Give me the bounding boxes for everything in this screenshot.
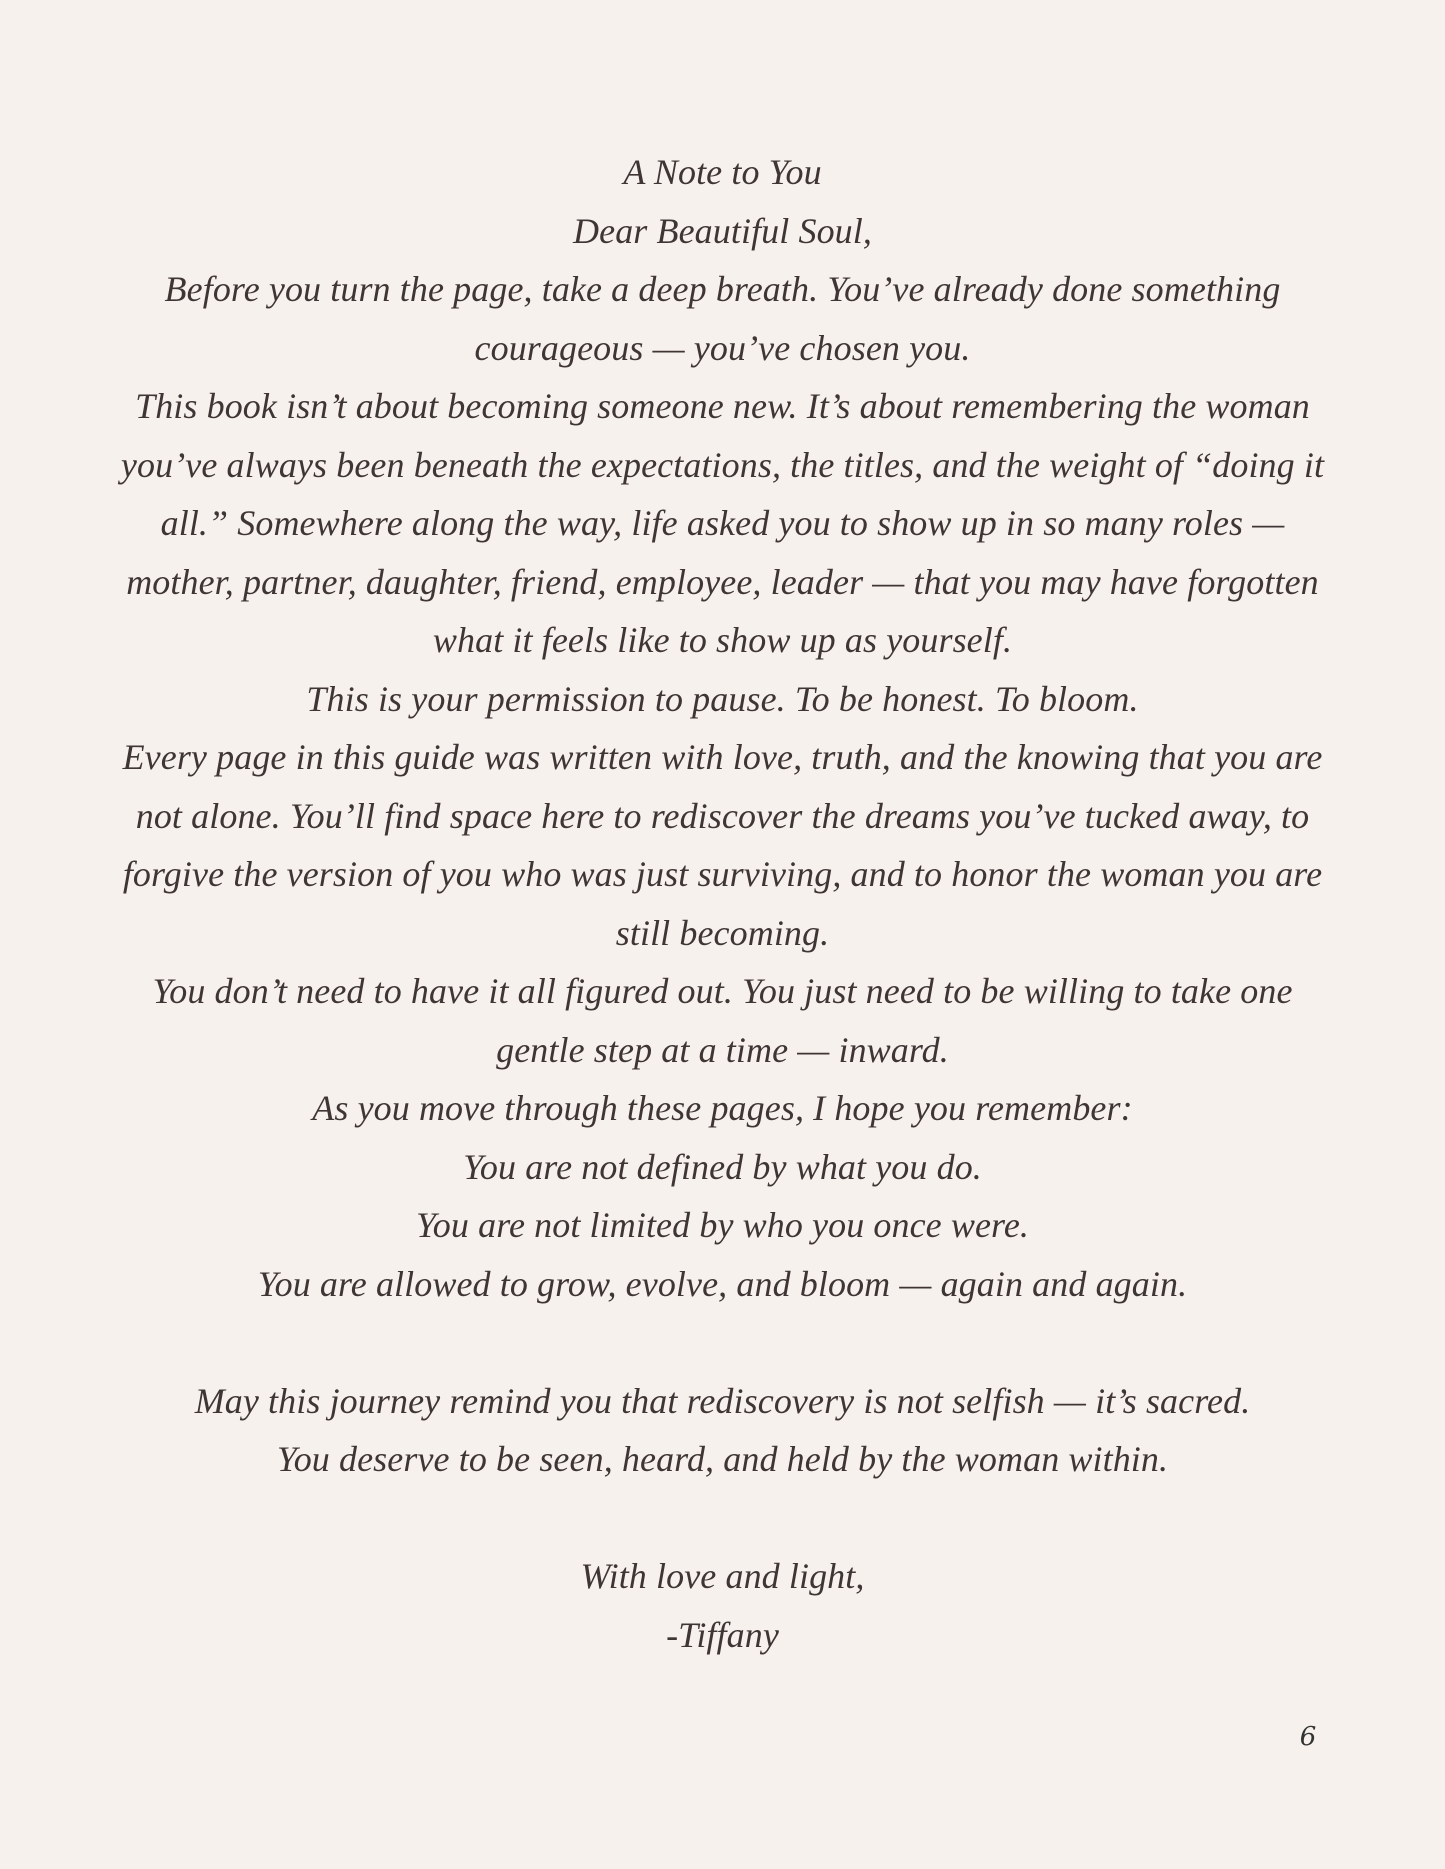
signature: -Tiffany: [666, 1614, 779, 1655]
letter-heading: A Note to You: [623, 152, 822, 192]
paragraph-step: You don’t need to have it all figured out. You just need to be willing to take one gentle step at a time — inward.: [152, 971, 1293, 1070]
paragraph-courage: Before you turn the page, take a deep breath. You’ve already done something courageous — you’ve chosen you.: [164, 269, 1281, 368]
paragraph-remember-intro: As you move through these pages, I hope you remember:: [312, 1088, 1133, 1128]
affirmation-line: You are not defined by what you do.: [463, 1146, 982, 1187]
blank-line: [115, 1489, 1330, 1548]
paragraph-permission: This is your permission to pause. To be honest. To bloom.: [306, 678, 1139, 719]
closing-line: You deserve to be seen, heard, and held by the woman within.: [276, 1439, 1169, 1479]
page-number: 6: [1299, 1722, 1317, 1752]
affirmation-line: You are not limited by who you once were.: [415, 1205, 1030, 1245]
letter-salutation: Dear Beautiful Soul,: [573, 210, 872, 251]
closing-line: May this journey remind you that rediscovery is not selfish — it’s sacred.: [194, 1380, 1251, 1421]
signoff: With love and light,: [580, 1556, 865, 1596]
affirmation-line: You are allowed to grow, evolve, and bloom — again and again.: [257, 1263, 1188, 1304]
letter-body: [115, 143, 1330, 1664]
paragraph-remembering: This book isn’t about becoming someone new. It’s about remembering the woman you’ve always been beneath the expectations, the titles, and the weight of “doing it all.” Somewhere along the way, life asked you to show up in so many roles — mother, partner, daughter, friend, employee, leader — that you may have forgotten what it feels like to show up as yourself.: [120, 386, 1325, 660]
paragraph-guide: Every page in this guide was written with love, truth, and the knowing that you are not alone. You’ll find space here to rediscover the dreams you’ve tucked away, to forgive the version of you who was just surviving, and to honor the woman you are still becoming.: [122, 737, 1323, 953]
blank-line: [115, 1313, 1330, 1372]
